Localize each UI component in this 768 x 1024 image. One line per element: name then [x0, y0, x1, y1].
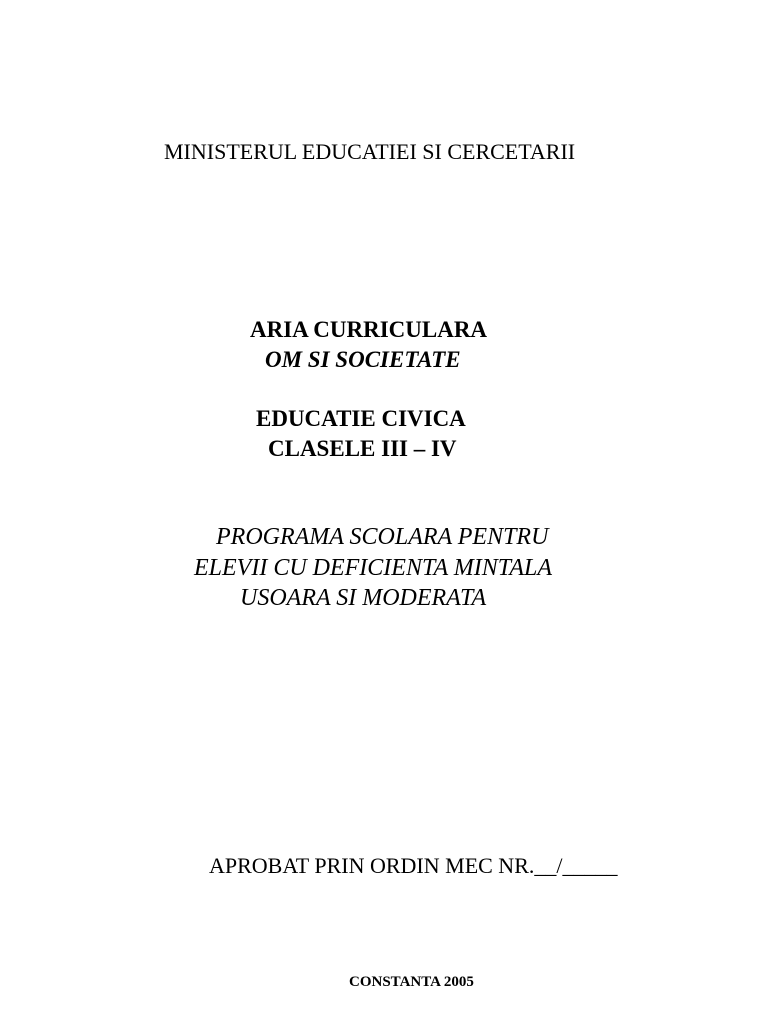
approval-order-line: APROBAT PRIN ORDIN MEC NR.__/_____: [209, 853, 618, 878]
curricular-area-title: ARIA CURRICULARA: [250, 317, 488, 342]
program-title-line-2: ELEVII CU DEFICIENTA MINTALA: [194, 555, 552, 581]
program-title-line-1: PROGRAMA SCOLARA PENTRU: [216, 524, 549, 550]
program-title-line-3: USOARA SI MODERATA: [240, 585, 487, 611]
city-year-footer: CONSTANTA 2005: [349, 974, 474, 990]
subject-title: EDUCATIE CIVICA: [256, 406, 466, 431]
curricular-area-subtitle: OM SI SOCIETATE: [265, 347, 461, 372]
classes-label: CLASELE III – IV: [268, 436, 457, 461]
ministry-heading: MINISTERUL EDUCATIEI SI CERCETARII: [164, 139, 576, 164]
